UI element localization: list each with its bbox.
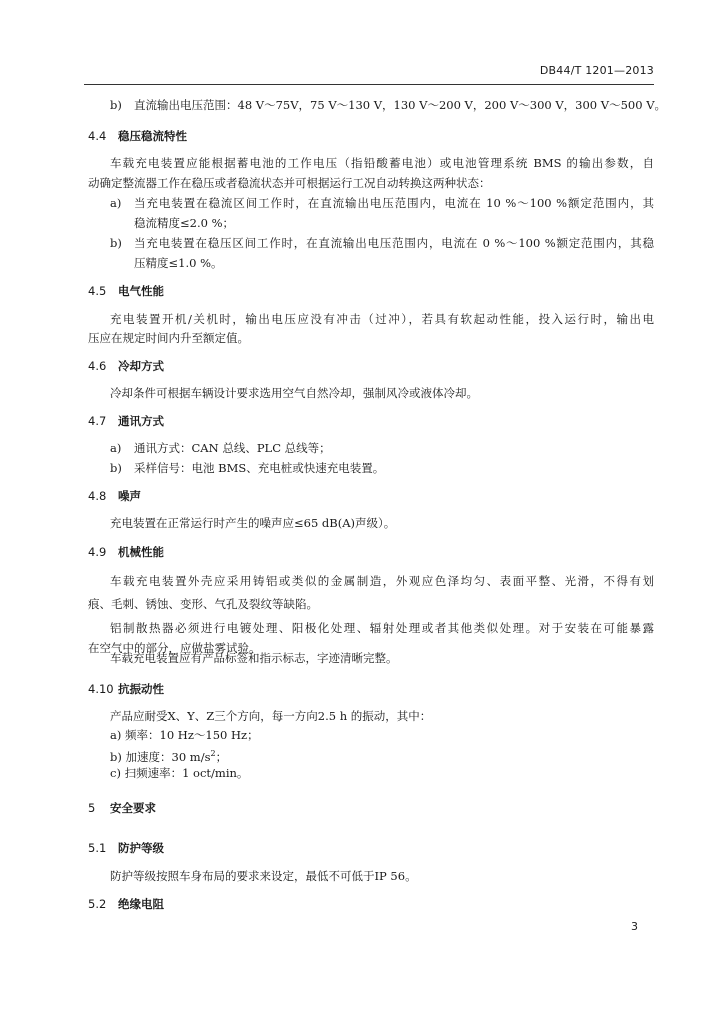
list-text: b) 加速度：30 m/s — [110, 749, 211, 764]
section-number: 4.7 — [88, 414, 107, 428]
list-text: 通讯方式：CAN 总线、PLC 总线等； — [134, 441, 331, 455]
paragraph-line: 在空气中的部分，应做盐雾试验。 — [88, 641, 261, 655]
section-heading — [88, 681, 164, 697]
section-title: 安全要求 — [110, 801, 156, 815]
section-number: 5.1 — [88, 841, 107, 855]
paragraph-line: 产品应耐受X、Y、Z三个方向，每一方向2.5 h 的振动，其中： — [110, 709, 432, 723]
section-number: 4.10 — [88, 682, 114, 696]
section-number: 5 — [88, 801, 96, 815]
list-item — [110, 196, 654, 210]
list-label: a) — [110, 196, 122, 210]
page-number: 3 — [631, 920, 638, 933]
paragraph-line: 车载充电装置外壳应采用铸铝或类似的金属制造，外观应色泽均匀、表面平整、光滑，不得有划 — [110, 574, 654, 588]
section-number: 5.2 — [88, 897, 107, 911]
section-title: 噪声 — [118, 489, 141, 503]
section-heading — [88, 413, 164, 429]
section-title: 机械性能 — [118, 545, 164, 559]
section-heading — [88, 488, 141, 504]
section-heading — [88, 283, 164, 299]
paragraph-line: 痕、毛刺、锈蚀、变形、气孔及裂纹等缺陷。 — [88, 597, 318, 611]
section-title: 防护等级 — [118, 841, 164, 855]
list-text-continued: 压精度≤1.0 %。 — [134, 256, 223, 270]
chapter-heading — [88, 800, 156, 816]
section-number: 4.9 — [88, 545, 107, 559]
list-text-continued: 稳流精度≤2.0 %； — [134, 216, 235, 230]
list-item: a) 频率：10 Hz～150 Hz； — [110, 728, 259, 742]
section-title: 稳压稳流特性 — [118, 129, 187, 143]
list-text: ； — [215, 749, 228, 764]
paragraph-line: 充电装置在正常运行时产生的噪声应≤65 dB(A)声级）。 — [110, 516, 396, 530]
list-item — [110, 461, 384, 475]
list-text: 当充电装置在稳压区间工作时，在直流输出电压范围内，电流在 0 %～100 %额定范围内，其稳 — [134, 236, 654, 250]
list-item — [110, 747, 227, 764]
section-heading — [88, 544, 164, 560]
list-label: a) — [110, 441, 122, 455]
section-title: 抗振动性 — [118, 682, 164, 696]
paragraph-line: 防护等级按照车身布局的要求来设定，最低不可低于IP 56。 — [110, 869, 417, 883]
paragraph-line: 车载充电装置应有产品标签和指示标志，字迹清晰完整。 — [110, 651, 398, 665]
paragraph-line: 冷却条件可根据车辆设计要求选用空气自然冷却，强制风冷或液体冷却。 — [110, 386, 478, 400]
list-item — [110, 441, 331, 455]
superscript: 2 — [210, 749, 216, 758]
paragraph-line: 压应在规定时间内升至额定值。 — [88, 331, 249, 345]
list-text: 采样信号：电池 BMS、充电桩或快速充电装置。 — [134, 461, 385, 475]
document-id-header: DB44/T 1201—2013 — [539, 64, 654, 77]
paragraph-line: 铝制散热器必须进行电镀处理、阳极化处理、辐射处理或者其他类似处理。对于安装在可能暴露 — [110, 621, 654, 635]
header-divider — [84, 84, 654, 85]
section-number: 4.6 — [88, 359, 107, 373]
list-item — [110, 236, 654, 250]
list-label: b) — [110, 98, 122, 112]
section-title: 通讯方式 — [118, 414, 164, 428]
section-heading — [88, 840, 164, 856]
section-heading — [88, 896, 164, 912]
list-item: c) 扫频速率：1 oct/min。 — [110, 766, 249, 780]
section-title: 电气性能 — [118, 284, 164, 298]
paragraph-line: 车载充电装置应能根据蓄电池的工作电压（指铅酸蓄电池）或电池管理系统 BMS 的输出参数，自 — [110, 156, 654, 170]
section-heading — [88, 358, 164, 374]
paragraph-line: 充电装置开机/关机时，输出电压应没有冲击（过冲），若具有软起动性能，投入运行时，输出电 — [110, 312, 654, 326]
section-number: 4.8 — [88, 489, 107, 503]
list-text: 直流输出电压范围：48 V～75V，75 V～130 V，130 V～200 V，200 V～300 V，300 V～500 V。 — [134, 98, 666, 112]
list-label: b) — [110, 461, 122, 475]
list-text: 当充电装置在稳流区间工作时，在直流输出电压范围内，电流在 10 %～100 %额定范围内，其 — [134, 196, 654, 210]
list-label: b) — [110, 236, 122, 250]
section-number: 4.4 — [88, 129, 107, 143]
section-title: 冷却方式 — [118, 359, 164, 373]
section-title: 绝缘电阻 — [118, 897, 164, 911]
section-number: 4.5 — [88, 284, 107, 298]
paragraph-line: 动确定整流器工作在稳压或者稳流状态并可根据运行工况自动转换这两种状态： — [88, 176, 491, 190]
section-heading — [88, 128, 187, 144]
list-item — [110, 98, 666, 112]
